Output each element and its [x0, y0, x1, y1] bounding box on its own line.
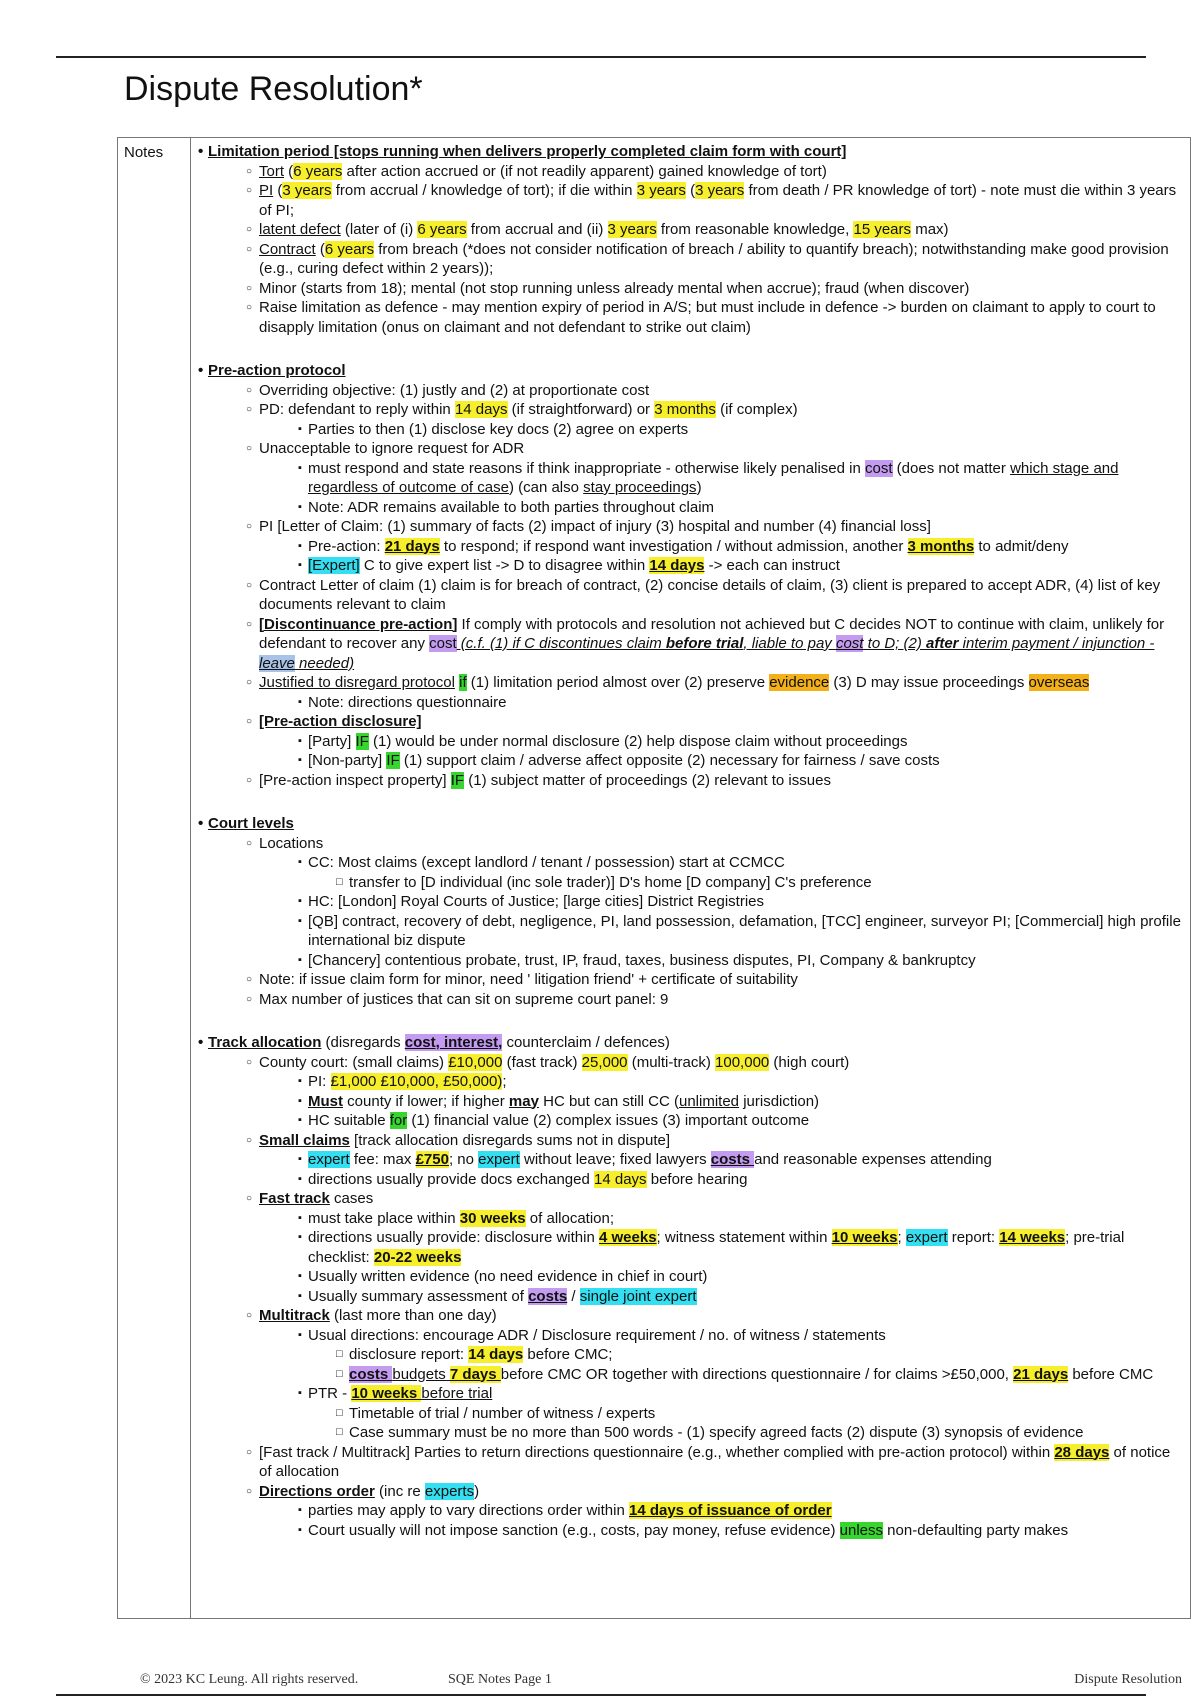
- footer-page-number: SQE Notes Page 1: [448, 1672, 552, 1687]
- top-rule: [56, 56, 1146, 58]
- item-latent-defect: ○ latent defect (later of (i) 6 years from accrual and (ii) 3 years from reasonable knowledge, 15 years max): [196, 220, 1186, 240]
- item-case-summary: □ Case summary must be no more than 500 words - (1) specify agreed facts (2) dispute (3) synopsis of evidence: [196, 1423, 1186, 1443]
- item-pre-action-response: ▪ Pre-action: 21 days to respond; if respond want investigation / without admission, another 3 months to admit/deny: [196, 537, 1186, 557]
- item-disclosure-report: □ disclosure report: 14 days before CMC;: [196, 1345, 1186, 1365]
- heading-court-levels: • Court levels: [196, 814, 1186, 834]
- bottom-rule: [56, 1694, 1146, 1696]
- item-sanction: ▪ Court usually will not impose sanction (e.g., costs, pay money, refuse evidence) unless non-defaulting party makes: [196, 1521, 1186, 1541]
- item-expert-fee: ▪ expert fee: max £750; no expert without leave; fixed lawyers costs and reasonable expenses attending: [196, 1150, 1186, 1170]
- item-small-claims: ○ Small claims [track allocation disregards sums not in dispute]: [196, 1131, 1186, 1151]
- heading-limitation: • Limitation period [stops running when delivers properly completed claim form with court]: [196, 142, 1186, 162]
- item-chancery: ▪ [Chancery] contentious probate, trust, IP, fraud, taxes, business disputes, PI, Company & bankruptcy: [196, 951, 1186, 971]
- item-justified-disregard: ○ Justified to disregard protocol if (1) limitation period almost over (2) preserve evidence (3) D may issue proceedings overseas: [196, 673, 1186, 693]
- item-locations: ○ Locations: [196, 834, 1186, 854]
- item-minor: ○ Minor (starts from 18); mental (not stop running unless already mental when accrue); fraud (when discover): [196, 279, 1186, 299]
- heading-pre-action-protocol: • Pre-action protocol: [196, 361, 1186, 381]
- column-divider: [190, 138, 191, 1618]
- item-pd: ○ PD: defendant to reply within 14 days (if straightforward) or 3 months (if complex): [196, 400, 1186, 420]
- item-costs-budgets: □ costs budgets 7 days before CMC OR together with directions questionnaire / for claims >£50,000, 21 days before CMC: [196, 1365, 1186, 1385]
- item-multitrack: ○ Multitrack (last more than one day): [196, 1306, 1186, 1326]
- item-usual-directions: ▪ Usual directions: encourage ADR / Disclosure requirement / no. of witness / statements: [196, 1326, 1186, 1346]
- item-inspect-property: ○ [Pre-action inspect property] IF (1) subject matter of proceedings (2) relevant to issues: [196, 771, 1186, 791]
- item-raise-limitation: ○ Raise limitation as defence - may mention expiry of period in A/S; but must include in defence -> burden on claimant to apply to court to disapply limitation (onus on claimant and not defendant to strike out claim): [196, 298, 1186, 337]
- item-fast-directions: ▪ directions usually provide: disclosure within 4 weeks; witness statement within 10 weeks; expert report: 14 weeks; pre-trial checklist: 20-22 weeks: [196, 1228, 1186, 1267]
- item-pi-letter: ○ PI [Letter of Claim: (1) summary of facts (2) impact of injury (3) hospital and number (4) financial loss]: [196, 517, 1186, 537]
- item-fast-track: ○ Fast track cases: [196, 1189, 1186, 1209]
- item-summary-assessment: ▪ Usually summary assessment of costs / single joint expert: [196, 1287, 1186, 1307]
- item-30-weeks: ▪ must take place within 30 weeks of allocation;: [196, 1209, 1186, 1229]
- item-contract: ○ Contract (6 years from breach (*does not consider notification of breach / ability to quantify breach); notwithstanding make good provision (e.g., curing defect within 2 years));: [196, 240, 1186, 279]
- item-discontinuance: ○ [Discontinuance pre-action] If comply with protocols and resolution not achieved but C decides NOT to continue with claim, unlikely for defendant to recover any cost (c.f. (1) if C discontinues claim before trial, liable to pay cost to D; (2) after interim payment / injunction - leave needed): [196, 615, 1186, 674]
- item-tort: ○ Tort (6 years after action accrued or (if not readily apparent) gained knowledge of tort): [196, 162, 1186, 182]
- item-party-disclosure: ▪ [Party] IF (1) would be under normal disclosure (2) help dispose claim without proceedings: [196, 732, 1186, 752]
- item-litigation-friend: ○ Note: if issue claim form for minor, need ' litigation friend' + certificate of suitability: [196, 970, 1186, 990]
- item-directions-order: ○ Directions order (inc re experts): [196, 1482, 1186, 1502]
- item-overriding-objective: ○ Overriding objective: (1) justly and (2) at proportionate cost: [196, 381, 1186, 401]
- item-adr-note: ▪ Note: ADR remains available to both parties throughout claim: [196, 498, 1186, 518]
- notes-content: [196, 142, 1186, 1540]
- item-pre-action-disclosure: ○ [Pre-action disclosure]: [196, 712, 1186, 732]
- item-ptr: ▪ PTR - 10 weeks before trial: [196, 1384, 1186, 1404]
- item-directions-docs: ▪ directions usually provide docs exchanged 14 days before hearing: [196, 1170, 1186, 1190]
- notes-label: Notes: [124, 144, 164, 161]
- item-qb: ▪ [QB] contract, recovery of debt, negligence, PI, land possession, defamation, [TCC] engineer, surveyor PI; [Commercial] high profile international biz dispute: [196, 912, 1186, 951]
- item-cc: ▪ CC: Most claims (except landlord / tenant / possession) start at CCMCC: [196, 853, 1186, 873]
- item-contract-letter: ○ Contract Letter of claim (1) claim is for breach of contract, (2) concise details of claim, (3) client is prepared to accept ADR, (4) list of key documents relevant to claim: [196, 576, 1186, 615]
- item-pi: ○ PI (3 years from accrual / knowledge of tort); if die within 3 years (3 years from death / PR knowledge of tort) - note must die within 3 years of PI;: [196, 181, 1186, 220]
- page-title: Dispute Resolution*: [124, 70, 423, 108]
- item-hc-suitable: ▪ HC suitable for (1) financial value (2) complex issues (3) important outcome: [196, 1111, 1186, 1131]
- footer-copyright: © 2023 KC Leung. All rights reserved.: [140, 1672, 359, 1687]
- notes-table: [117, 137, 1191, 1619]
- item-parties: ▪ Parties to then (1) disclose key docs (2) agree on experts: [196, 420, 1186, 440]
- footer-section: Dispute Resolution: [1074, 1672, 1182, 1687]
- item-pi-thresholds: ▪ PI: £1,000 £10,000, £50,000);: [196, 1072, 1186, 1092]
- item-expert-list: ▪ [Expert] C to give expert list -> D to disagree within 14 days -> each can instruct: [196, 556, 1186, 576]
- item-transfer: □ transfer to [D individual (inc sole trader)] D's home [D company] C's preference: [196, 873, 1186, 893]
- item-hc: ▪ HC: [London] Royal Courts of Justice; [large cities] District Registries: [196, 892, 1186, 912]
- item-supreme-court: ○ Max number of justices that can sit on supreme court panel: 9: [196, 990, 1186, 1010]
- item-timetable: □ Timetable of trial / number of witness / experts: [196, 1404, 1186, 1424]
- item-nonparty-disclosure: ▪ [Non-party] IF (1) support claim / adverse affect opposite (2) necessary for fairness / save costs: [196, 751, 1186, 771]
- item-must-respond: ▪ must respond and state reasons if think inappropriate - otherwise likely penalised in cost (does not matter which stage and regardless of outcome of case) (can also stay proceedings): [196, 459, 1186, 498]
- item-county-court: ○ County court: (small claims) £10,000 (fast track) 25,000 (multi-track) 100,000 (high court): [196, 1053, 1186, 1073]
- item-directions-questionnaire-note: ▪ Note: directions questionnaire: [196, 693, 1186, 713]
- item-vary-directions: ▪ parties may apply to vary directions order within 14 days of issuance of order: [196, 1501, 1186, 1521]
- item-must-county: ▪ Must county if lower; if higher may HC but can still CC (unlimited jurisdiction): [196, 1092, 1186, 1112]
- item-unacceptable-adr: ○ Unacceptable to ignore request for ADR: [196, 439, 1186, 459]
- item-written-evidence: ▪ Usually written evidence (no need evidence in chief in court): [196, 1267, 1186, 1287]
- heading-track-allocation: • Track allocation (disregards cost, interest, counterclaim / defences): [196, 1033, 1186, 1053]
- item-fast-multi-dq: ○ [Fast track / Multitrack] Parties to return directions questionnaire (e.g., whether complied with pre-action protocol) within 28 days of notice of allocation: [196, 1443, 1186, 1482]
